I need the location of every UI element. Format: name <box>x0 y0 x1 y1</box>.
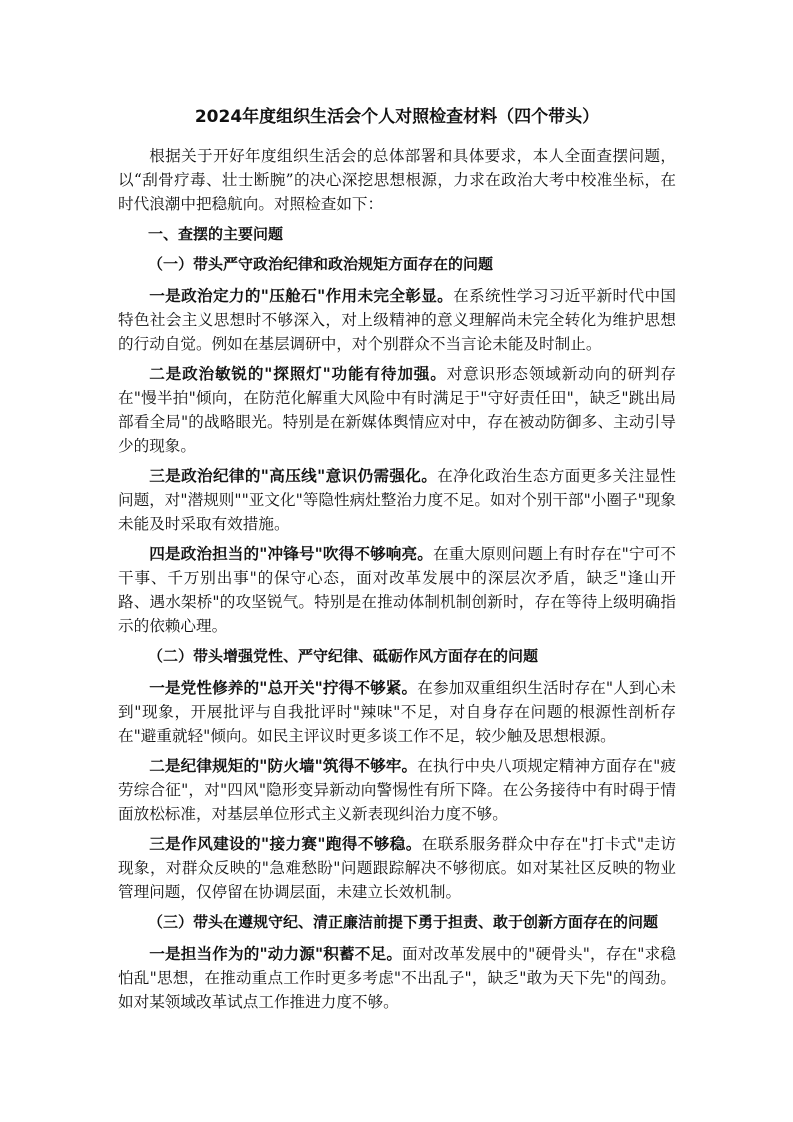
section-heading: 一、查摆的主要问题 <box>148 225 284 243</box>
paragraph <box>118 754 676 826</box>
paragraph <box>118 362 676 458</box>
paragraph <box>118 542 676 638</box>
paragraph-body: 对意识形态领域新动向的研判存在"慢半拍"倾向，在防范化解重大风险中有时满足于"守好责任田"，缺乏"跳出局部看全局"的战略眼光。特别是在新媒体舆情应对中，存在被动防御多、主动引导少的现象。 <box>118 365 676 455</box>
paragraph-lead: 一是政治定力的"压舱石"作用未完全彰显。 <box>149 287 454 305</box>
document-page <box>118 104 676 1020</box>
paragraph-body: 在执行中央八项规定精神方面存在"疲劳综合征"，对"四风"隐形变异新动向警惕性有所下降。在公务接待中有时碍于情面放松标准，对基层单位形式主义新表现纠治力度不够。 <box>118 757 676 823</box>
paragraph <box>118 832 676 904</box>
paragraph <box>118 284 676 356</box>
paragraph-lead: 一是担当作为的"动力源"积蓄不足。 <box>149 945 403 963</box>
paragraph-body: 在净化政治生态方面更多关注显性问题，对"潜规则""亚文化"等隐性病灶整治力度不足。如对个别干部"小圈子"现象未能及时采取有效措施。 <box>118 467 676 533</box>
intro-paragraph: 根据关于开好年度组织生活会的总体部署和具体要求，本人全面查摆问题，以“刮骨疗毒、壮士断腕”的决心深挖思想根源，力求在政治大考中校准坐标，在时代浪潮中把稳航向。对照检查如下： <box>118 147 676 213</box>
subsection-heading-2: （二）带头增强党性、严守纪律、砥砺作风方面存在的问题 <box>148 647 539 665</box>
paragraph-body: 在参加双重组织生活时存在"人到心未到"现象，开展批评与自我批评时"辣味"不足，对自身存在问题的根源性剖析存在"避重就轻"倾向。如民主评议时更多谈工作不足，较少触及思想根源。 <box>118 679 676 745</box>
subsection-heading-1: （一）带头严守政治纪律和政治规矩方面存在的问题 <box>148 255 494 273</box>
paragraph-body: 在重大原则问题上有时存在"宁可不干事、千万别出事"的保守心态，面对改革发展中的深层次矛盾，缺乏"逢山开路、遇水架桥"的攻坚锐气。特别是在推动体制机制创新时，存在等待上级明确指示的依赖心理。 <box>118 545 676 635</box>
subsection-heading-3: （三）带头在遵规守纪、清正廉洁前提下勇于担责、敢于创新方面存在的问题 <box>148 913 659 931</box>
paragraph-lead: 三是作风建设的"接力赛"跑得不够稳。 <box>149 835 422 853</box>
paragraph-lead: 三是政治纪律的"高压线"意识仍需强化。 <box>149 467 438 485</box>
paragraph-body: 在系统性学习习近平新时代中国特色社会主义思想时不够深入，对上级精神的意义理解尚未完全转化为维护思想的行动自觉。例如在基层调研中，对个别群众不当言论未能及时制止。 <box>118 287 676 353</box>
paragraph <box>118 942 676 1014</box>
document-title: 2024年度组织生活会个人对照检查材料（四个带头） <box>194 107 600 127</box>
paragraph-body: 在联系服务群众中存在"打卡式"走访现象，对群众反映的"急难愁盼"问题跟踪解决不够彻底。如对某社区反映的物业管理问题，仅停留在协调层面，未建立长效机制。 <box>118 835 676 901</box>
paragraph <box>118 464 676 536</box>
paragraph <box>118 676 676 748</box>
paragraph-lead: 二是纪律规矩的"防火墙"筑得不够牢。 <box>149 757 418 775</box>
paragraph-lead: 二是政治敏锐的"探照灯"功能有待加强。 <box>149 365 447 383</box>
paragraph-body: 面对改革发展中的"硬骨头"，存在"求稳怕乱"思想，在推动重点工作时更多考虑"不出乱子"，缺乏"敢为天下先"的闯劲。如对某领域改革试点工作推进力度不够。 <box>118 945 676 1011</box>
paragraph-lead: 四是政治担当的"冲锋号"吹得不够响亮。 <box>149 545 433 563</box>
paragraph-lead: 一是党性修养的"总开关"拧得不够紧。 <box>149 679 418 697</box>
